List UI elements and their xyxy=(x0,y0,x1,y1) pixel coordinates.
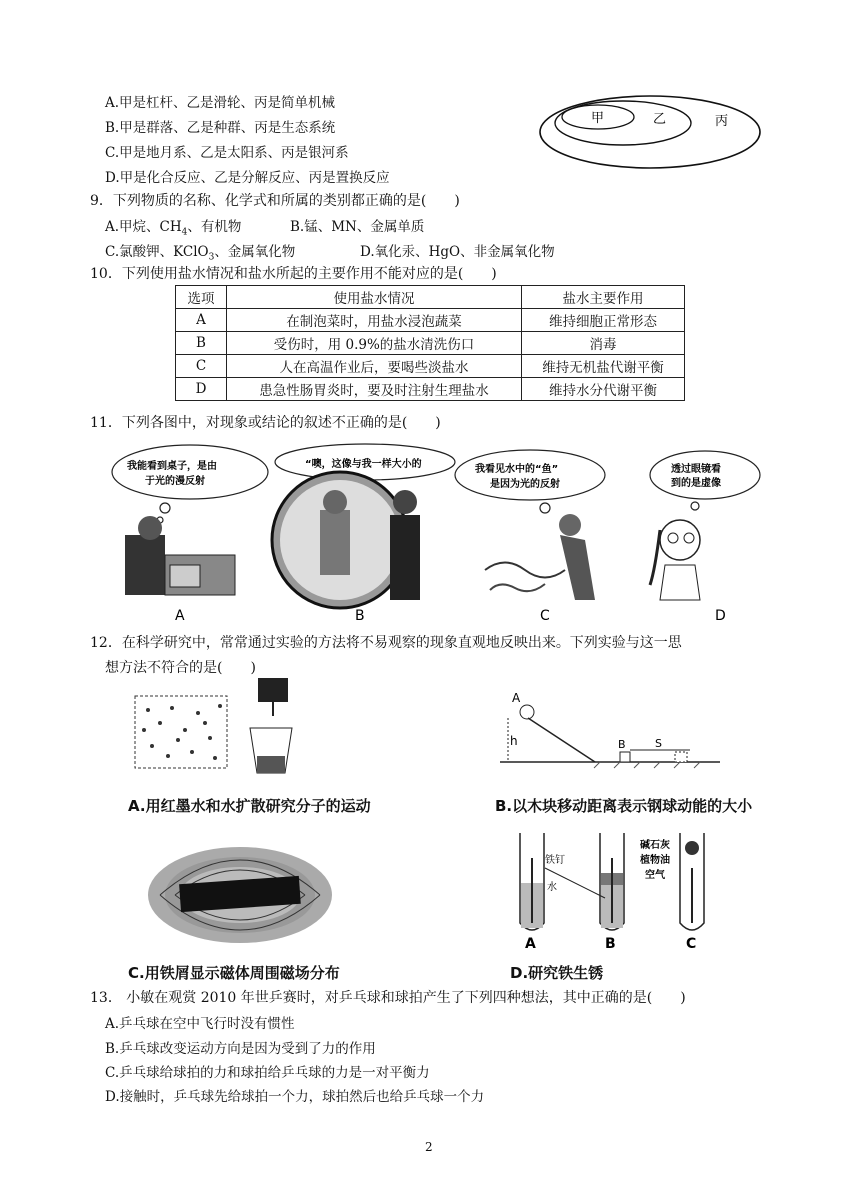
q8-option-a: A.甲是杠杆、乙是滑轮、丙是简单机械 xyxy=(105,95,336,111)
ramp-figure xyxy=(490,690,730,770)
table-cell: 人在高温作业后，要喝些淡盐水 xyxy=(227,355,522,378)
panel-letter: A xyxy=(175,608,185,624)
salt-water-table xyxy=(175,285,685,401)
magnet-field-figure xyxy=(140,840,340,950)
q13-option-b: B.乒乓球改变运动方向是因为受到了力的作用 xyxy=(105,1041,376,1057)
table-cell: 患急性肠胃炎时，要及时注射生理盐水 xyxy=(227,378,522,401)
optics-cartoons-figure xyxy=(105,440,765,625)
table-row xyxy=(176,378,685,401)
ramp-label-a: A xyxy=(512,691,521,705)
q13-option-d: D.接触时，乒乓球先给球拍一个力，球拍然后也给乒乓球一个力 xyxy=(105,1089,485,1105)
ramp-label-b: B xyxy=(618,738,626,751)
page-number: 2 xyxy=(425,1140,433,1154)
table-cell: 消毒 xyxy=(522,332,685,355)
label-yi: 乙 xyxy=(653,112,667,127)
rusting-figure xyxy=(505,828,735,953)
label-bing: 丙 xyxy=(715,114,729,129)
panel-letter: B xyxy=(355,608,365,624)
table-row xyxy=(176,309,685,332)
table-cell: 维持无机盐代谢平衡 xyxy=(522,355,685,378)
header-option: 选项 xyxy=(176,286,227,309)
q9-option-b: B.锰、MN、金属单质 xyxy=(290,219,425,235)
label-lime: 碱石灰 xyxy=(640,840,670,851)
panel-letter: C xyxy=(540,608,550,624)
nested-ellipse-figure xyxy=(535,90,765,175)
table-cell: 维持细胞正常形态 xyxy=(522,309,685,332)
q13-option-c: C.乒乓球给球拍的力和球拍给乒乓球的力是一对平衡力 xyxy=(105,1065,430,1081)
q8-option-b: B.甲是群落、乙是种群、丙是生态系统 xyxy=(105,120,336,136)
table-cell: 在制泡菜时，用盐水浸泡蔬菜 xyxy=(227,309,522,332)
panel-letter: D xyxy=(715,608,726,624)
q8-option-d: D.甲是化合反应、乙是分解反应、丙是置换反应 xyxy=(105,170,390,186)
q13-stem: 13． 小敏在观赏 2010 年世乒赛时，对乒乓球和球拍产生了下列四种想法，其中正确的是( ) xyxy=(90,990,686,1006)
cartoon-panel-b xyxy=(272,444,455,624)
label-nail: 铁钉 xyxy=(545,855,565,866)
q11-stem: 11．下列各图中，对现象或结论的叙述不正确的是( ) xyxy=(90,415,441,431)
caption-kinetic-energy: B.以木块移动距离表示钢球动能的大小 xyxy=(495,797,753,815)
q8-option-c: C.甲是地月系、乙是太阳系、丙是银河系 xyxy=(105,145,349,161)
q9-option-a: A.甲烷、$CH_4$、有机物 xyxy=(105,219,242,238)
q9-option-c: C.氯酸钾、KClO$_3$、金属氧化物 xyxy=(105,244,296,263)
diffusion-figure xyxy=(130,678,320,783)
cartoon-panel-d xyxy=(650,451,760,624)
bubble-text: 是因为光的反射 xyxy=(490,479,560,490)
table-row xyxy=(176,332,685,355)
bubble-text: 到的是虚像 xyxy=(671,478,721,489)
caption-rusting: D.研究铁生锈 xyxy=(510,964,604,982)
table-cell: C xyxy=(176,355,227,378)
q9-option-d: D.氧化汞、HgO、非金属氧化物 xyxy=(360,244,555,260)
table-cell: 维持水分代谢平衡 xyxy=(522,378,685,401)
cartoon-panel-a xyxy=(112,445,268,624)
table-cell: D xyxy=(176,378,227,401)
bubble-text: “噢，这像与我一样大小的 xyxy=(305,459,422,470)
bubble-text: 我看见水中的“鱼” xyxy=(475,464,559,475)
caption-magnet: C.用铁屑显示磁体周围磁场分布 xyxy=(128,964,340,982)
tube-label-b: B xyxy=(605,936,616,952)
bubble-text: 我能看到桌子，是由 xyxy=(127,461,217,472)
q12-stem-line1: 12．在科学研究中，常常通过实验的方法将不易观察的现象直观地反映出来。下列实验与这一思 xyxy=(90,635,682,651)
ramp-label-h: h xyxy=(510,734,518,748)
header-effect: 盐水主要作用 xyxy=(522,286,685,309)
tube-label-a: A xyxy=(525,936,536,952)
table-row xyxy=(176,355,685,378)
table-cell: A xyxy=(176,309,227,332)
bubble-text: 透过眼镜看 xyxy=(671,464,721,475)
label-jia: 甲 xyxy=(591,111,605,126)
q10-stem: 10．下列使用盐水情况和盐水所起的主要作用不能对应的是( ) xyxy=(90,266,497,282)
table-cell: B xyxy=(176,332,227,355)
q9-stem: 9．下列物质的名称、化学式和所属的类别都正确的是( ) xyxy=(90,193,460,209)
label-oil: 植物油 xyxy=(640,855,670,866)
table-cell: 受伤时，用 0.9%的盐水清洗伤口 xyxy=(227,332,522,355)
ramp-label-s: S xyxy=(655,737,662,750)
bubble-text: 于光的漫反射 xyxy=(145,476,205,487)
label-air: 空气 xyxy=(645,870,665,881)
q12-stem-line2: 想方法不符合的是( ) xyxy=(105,660,256,676)
header-usage: 使用盐水情况 xyxy=(227,286,522,309)
label-water: 水 xyxy=(547,882,557,893)
caption-diffusion: A.用红墨水和水扩散研究分子的运动 xyxy=(128,797,371,815)
table-header-row xyxy=(176,286,685,309)
tube-label-c: C xyxy=(686,936,697,952)
cartoon-panel-c xyxy=(455,450,605,624)
q13-option-a: A.乒乓球在空中飞行时没有惯性 xyxy=(105,1016,295,1032)
